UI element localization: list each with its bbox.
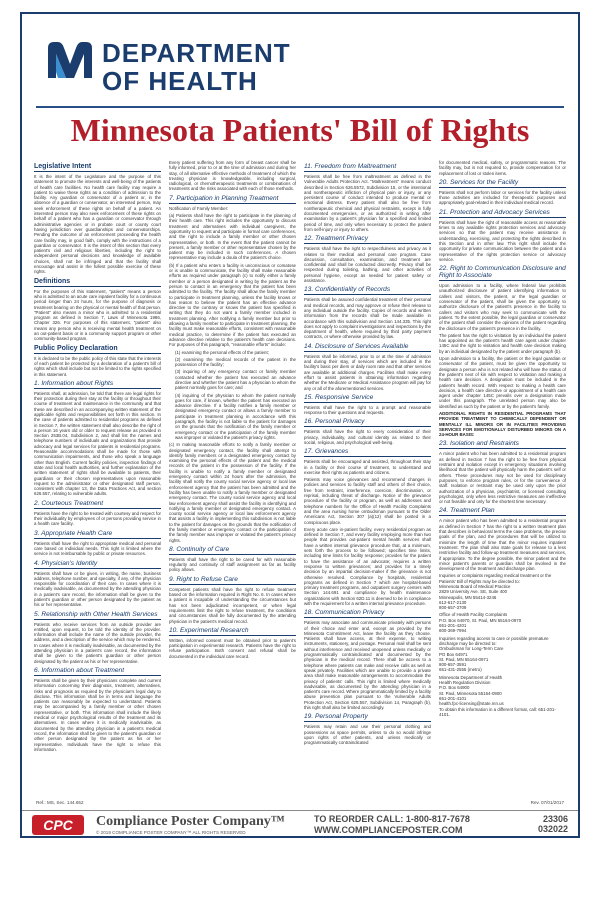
section-heading: 4. Physician's Identity [34,560,161,569]
section-paragraph: Patients shall be informed, prior to or at the time of admission and during their stay, of services which are included in the facility's basic per diem or daily room rate and that other services are available at additional charges. Facilities shall make every effort to assist patients in obtaining information regarding whether the Medicare or Medical Assistance program will pay for any or all of the aforementioned services. [304,353,431,391]
contact-line: St. Paul, Minnesota 55164-0900 [439,690,502,696]
section-paragraph: (3) inquiring of any emergency contact or family member contacted whether the patient has executed an advance directive and whether the patient has a physician to whom the patient normally goes for care; and [175,369,296,391]
section-paragraph: (a) Patients shall have the right to participate in the planning of their health care. This right includes the opportunity to discuss treatment and alternatives with individual caregivers, the opportunity to request and participate in formal care conferences, and the right to include a family member or other chosen representative, or both. In the event that the patient cannot be present, a family member or other representative chosen by the patient may be included in such conferences. A chosen representative may include a doula of the patient's choice. [169,213,296,261]
contact-line: Office of Health Facility Complaints [439,612,508,618]
section-heading: Legislative Intent [34,163,161,172]
column-3 [304,160,431,794]
poster-code: 23306 [542,814,568,824]
section-paragraph: Every patient suffering from any form of breast cancer shall be fully informed, prior to or at the time of admission and during her stay, of all alternative effective methods of treatment of which the treating physician is knowledgeable, including surgical, radiological, or chemotherapeutic treatments or combinations of treatments and the risks associated with each of those methods. [169,160,296,192]
section-heading: 2. Courteous Treatment [34,500,161,509]
column-1 [34,160,161,794]
section-paragraph: Written, informed consent must be obtained prior to patient's participation in experimental research. Patients have the right to refuse participation. Both consent and refusal shall be documented in the individual care record. [169,637,296,659]
website-link[interactable]: WWW.COMPLIANCEPOSTER.COM [314,825,463,835]
content-columns [34,160,566,794]
contact-line: 651-201-4201 [439,623,467,629]
contact-line: Inquiries or complaints regarding medical treatment or the Patients' Bill of Rights may be directed to: [439,573,552,584]
header-divider [36,106,564,108]
section-paragraph: Patients shall not perform labor or services for the facility unless those activities are included for therapeutic purposes and appropriately goal-related in their individual medical record. [439,189,566,206]
section-paragraph: Patients who receive services from an outside provider are entitled, upon request, to be told the identity of the provider. Information shall include the name of the outside provider, the address, and a description of the service which may be rendered. In cases where it is medically inadvisable, as documented by the attending physician in a patient's care record, the information shall be given to the patient's guardian or other person designated by the patient as his or her representative. [34,621,161,664]
section-paragraph: It is the intent of the Legislature and the purpose of this statement to promote the interests and well-being of the patients of health care facilities. No health care facility may require a patient to waive these rights as a condition of admission to the facility. Any guardian or conservator of a patient or, in the absence of a guardian or conservator, an interested person, may seek enforcement of these rights on behalf of a patient. An interested person may also seek enforcement of these rights on behalf of a patient who has a guardian or conservator through administrative agencies or in probate court or county court having jurisdiction over guardianships and conservatorships. Pending the outcome of an enforcement proceeding the health care facility may, in good faith, comply with the instructions of a guardian or conservator. It is the intent of this section that every patient's civil and religious liberties, including the right to independent personal decisions and knowledge of available choices, shall not be infringed and that the facility shall encourage and assist in the fullest possible exercise of these rights. [34,174,161,275]
section-heading: 19. Personal Property [304,713,431,722]
section-heading: 17. Grievances [304,448,431,457]
section-paragraph: Patients shall be free from maltreatment as defined in the Vulnerable Adults Protection Act. "Maltreatment" means conduct described in Section 626.5572, Subdivision 15, or the intentional and nontherapeutic infliction of physical pain or injury, or any persistent course of conduct intended to produce mental or emotional distress. Every patient shall also be free from nontherapeutic chemical and physical restraints, except in fully documented emergencies, or as authorized in writing after examination by a patient's physician for a specified and limited period of time, and only when necessary to protect the patient from self-injury or injury to others. [304,174,431,232]
section-paragraph: Patients have the right to be treated with courtesy and respect for their individuality by employees of or persons providing service in a health care facility. [34,510,161,527]
section-heading: 9. Right to Refuse Care [169,576,296,585]
section-heading: 20. Services for the Facility [439,179,566,188]
section-heading: 23. Isolation and Restraints [439,440,566,449]
section-paragraph: Patients shall be given by their physicians complete and current information concerning their diagnosis, treatment, alternatives, risks and prognosis as required by the physician's legal duty to disclose. This information shall be in terms and language the patients can reasonably be expected to understand. Patients may be accompanied by a family member or other chosen representative, or both. This information shall include the likely medical or major psychological results of the treatment and its alternatives. In cases where it is medically inadvisable, as documented by the attending physician in a patient's medical record, the information shall be given to the patient's guardian or other person designated by the patient as his or her representative. Individuals have the right to refuse this information. [34,677,161,752]
contact-line: Health Regulation Division [439,680,491,686]
section-paragraph: Notification of Family Member: [169,205,229,211]
section-heading: 24. Treatment Plan [439,507,566,516]
section-paragraph: Patients shall have or be given, in writing, the name, business address, telephone number, and specialty, if any, of the physician responsible for coordination of their care. In cases where it is medically inadvisable, as documented by the attending physician in a patient's care record, the information shall be given to the patient's guardian or other person designated by the patient as his or her representative. [34,570,161,608]
mdh-logo-icon [46,40,94,80]
section-paragraph: Patients shall have the right to every consideration of their privacy, individuality, and cultural identity as related to their social, religious, and psychological well-being. [304,429,431,445]
contact-line: 800-657-3709 [439,605,467,611]
department-name-line2: OF HEALTH [102,66,258,96]
section-heading: 7. Participation in Planning Treatment [169,195,296,204]
section-paragraph: Patients shall have the right to respectfulness and privacy as it relates to their medical and personal care program. Case discussion, consultation, examination, and treatment are confidential and shall be conducted discreetly. Privacy shall be respected during toileting, bathing, and other activities of personal hygiene, except as needed for patient safety or assistance. [304,246,431,284]
section-paragraph: A minor patient who has been admitted to a residential program as defined in Section 7 has the right to a written treatment plan that describes in behavioral terms the case problems, the precise goals of the plan, and the procedures that will be utilized to minimize the length of time that the minor requires inpatient treatment. The plan shall also state goals for release to a less restrictive facility and follow-up treatment measures and services, if appropriate. To the degree possible, the minor patient and the minor patient's parents or guardian shall be involved in the development of the treatment and discharge plan. [439,518,566,572]
section-paragraph: Every acute care in-patient facility, every residential program as defined in Section 7, and every facility employing more than two people that provides out-patient mental health services shall have a written internal grievance procedure that, at a minimum, sets forth the process to be followed; specifies time limits, including time limits for facility response; provides for the patient to have the assistance of an advocate; requires a written response to written grievances; and provides for a timely decision by an impartial decision-maker if the grievance is not otherwise resolved. Compliance by hospitals, residential programs as defined in Section 7 which are hospital-based primary treatment programs, and outpatient surgery centers with Section 144.691 and compliance by health maintenance organizations with Section 62D.11 is deemed to be in compliance with the requirement for a written internal grievance procedure. [304,526,431,606]
cpc-logo-icon [32,815,84,835]
contact-line: PO Box 64971 [439,651,468,657]
section-heading: 15. Responsive Service [304,394,431,403]
department-name-line1: DEPARTMENT [102,38,291,68]
contact-line: 651-431-2555 (metro) [439,667,482,673]
section-heading: 6. Information about Treatment [34,667,161,676]
contact-line: Ombudsman for Long-Term Care [439,646,504,652]
section-heading: 3. Appropriate Health Care [34,530,161,539]
section-paragraph: (b) If a patient who enters a facility is unconscious or comatose or is unable to communicate, the facility shall make reasonable efforts as required under paragraph (c) to notify either a family member or a person designated in writing by the patient as the person to contact in an emergency that the patient has been admitted to the facility. The facility shall allow the family member to participate in treatment planning, unless the facility knows or has reason to believe the patient has an effective advance directive to the contrary or knows the patient has specified in writing that they do not want a family member included in treatment planning. After notifying a family member but prior to allowing a family member to participate in treatment planning, the facility must make reasonable efforts, consistent with reasonable medical practice, to determine if the patient has executed an advance directive relative to the patient's health care decisions. For purposes of this paragraph, "reasonable efforts" include: [169,262,296,348]
section-paragraph: Upon admission to a facility, where federal law prohibits unauthorized disclosure of patient identifying information to callers and visitors, the patient, or the legal guardian or conservator of the patient, shall be given the opportunity to authorize disclosure of the patient's presence in the facility to callers and visitors who may seek to communicate with the patient. To the extent possible, the legal guardian or conservator of the patient shall consider the opinions of the patient regarding the disclosure of the patient's presence in the facility. [439,283,566,331]
section-heading: 18. Communication Privacy [304,609,431,618]
section-heading: 14. Disclosure of Services Available [304,343,431,352]
section-paragraph: (c) In making reasonable efforts to notify a family member or designated emergency contact, the facility shall attempt to identify family members or a designated emergency contact by examining the personal effects of the patient and the medical records of the patient in the possession of the facility. If the facility is unable to notify a family member or designated emergency contact within 24 hours after the admission, the facility shall notify the county social service agency or local law enforcement agency that the patient has been admitted and the facility has been unable to notify a family member or designated emergency contact. The county social service agency and local law enforcement agency shall assist the facility in identifying and notifying a family member or designated emergency contact. A county social service agency or local law enforcement agency that assists a facility in implementing this subdivision is not liable to the patient for damages on the grounds that the notification of the family member or emergency contact or the participation of the family member was improper or violated the patient's privacy rights. [169,442,296,543]
section-heading: Public Policy Declaration [34,345,161,354]
section-heading: 12. Treatment Privacy [304,235,431,244]
section-paragraph: Patients may associate and communicate privately with persons of their choice and enter and, except as provided by the Minnesota Commitment Act, leave the facility as they choose. Patients shall have access, at their expense, to writing instruments, stationery, and postage. Personal mail shall be sent without interference and received unopened unless medically or programmatically contraindicated and documented by the physician in the medical record. There shall be access to a telephone where patients can make and receive calls as well as speak privately. Facilities which are unable to provide a private area shall make reasonable arrangements to accommodate the privacy of patients' calls. This right is limited where medically inadvisable, as documented by the attending physician in a patient's care record. Where programmatically limited by a facility abuse prevention plan pursuant to the Vulnerable Adults Protection Act, Section 626.557, Subdivision 14, Paragraph (b), this right shall also be limited accordingly. [304,620,431,711]
section-paragraph: Patients shall be encouraged and assisted, throughout their stay in a facility or their course of treatment, to understand and exercise their rights as patients and citizens. [304,459,431,475]
section-heading: 10. Experimental Research [169,627,296,636]
section-heading: 16. Personal Privacy [304,418,431,427]
contact-line: Inquiries regarding access to care or possible premature discharge may be directed to: [439,635,549,646]
contact-line: Minneapolis, MN 55414-3246 [439,594,497,600]
contact-line: P.O. Box 64970, St. Paul, MN 55164-0970 [439,617,522,623]
section-paragraph: Patients shall have the right of reasonable access at reasonable times to any available rights protection services and advocacy services so that the patient may receive assistance in understanding, exercising, and protecting the rights described in this Section and in other law. This right shall include the opportunity for private communication between the patient and a representative of the rights protection service or advocacy service. [439,219,566,262]
section-paragraph: for documented medical, safety, or programmatic reasons. The facility may, but is not required to, provide compensation for or replacement of lost or stolen items. [439,160,566,176]
section-paragraph: Patients shall have the right to be cared for with reasonable regularity and continuity of staff assignment as far as facility policy allows. [169,556,296,573]
poster-date-code: 032022 [537,824,568,834]
section-paragraph: Patients shall have the right to a prompt and reasonable response to their questions and requests. [304,404,431,416]
section-paragraph: Patients shall have the right to appropriate medical and personal care based on individual needs. This right is limited where the service is not reimbursable by public or private resources. [34,540,161,557]
copyright: © 2019 COMPLIANCE POSTER COMPANY™ ALL RIGHTS RESERVED [96,830,246,835]
reference-line [36,800,564,808]
section-heading: 8. Continuity of Care [169,546,296,555]
section-paragraph: (2) examining the medical records of the patient in the possession of the facility; [175,356,296,368]
section-heading: 1. Information about Rights [34,380,161,389]
section-paragraph: Upon admission to a facility, the patient or the legal guardian or conservator of the patient, must be given the opportunity to designate a person who is not related who will have the status of the patient's next of kin with respect to visitation and making a health care decision. A designation must be included in the patient's health record. With respect to making a health care decision, a health care directive or appointment of a health care agent under chapter 145C prevails over a designation made under this paragraph. The unrelated person may also be identified as such by the patient or by the patient's family. [439,356,566,409]
section-heading: 21. Protection and Advocacy Services [439,209,566,218]
contact-line: 2829 University Ave. SE, Suite 400 [439,589,508,595]
footer [22,810,578,838]
section-paragraph: ADDITIONAL RIGHTS IN RESIDENTIAL PROGRAMS THAT PROVIDE TREATMENT TO CHEMICALLY DEPENDENT OR MENTALLY ILL MINORS OR IN FACILITIES PROVIDING SERVICES FOR EMOTIONALLY DISTURBED MINORS ON A 24-HOUR BASIS: [439,410,566,438]
section-heading: Definitions [34,278,161,287]
poster [20,12,580,838]
section-paragraph: (4) inquiring of the physician to whom the patient normally goes for care, if known, whether the patient has executed an advance directive. If a facility notifies a family member or designated emergency contact or allows a family member to participate in treatment planning in accordance with this paragraph, the facility is not liable to the patient for damages on the grounds that the notification of the family member or emergency contact or the participation of the family member was improper or violated the patient's privacy rights. [175,392,296,440]
section-paragraph: A minor patient who has been admitted to a residential program as defined in Section 7 has the right to be free from physical restraint and isolation except in emergency situations involving likelihood that the patient will physically harm the patient's self or others. These procedures may not be used for disciplinary purposes, to enforce program rules, or for the convenience of staff. Isolation or restraint may be used only upon the prior authorization of a physician, psychiatrist, or licensed consulting psychologist, only when less restrictive measures are ineffective or not feasible and only for the shortest time necessary. [439,451,566,505]
section-heading: 13. Confidentiality of Records [304,286,431,295]
contact-line: Minnesota Board of Medical Practice [439,584,511,589]
header [36,24,566,98]
contact-line: health.fpc-licensing@state.mn.us [439,701,504,707]
section-paragraph: Patients may voice grievances and recommend changes in policies and services to facility staff and others of their choice, free from restraint, interference, coercion, discrimination, or reprisal, including threat of discharge. Notice of the grievance procedure of the facility or program, as well as addresses and telephone numbers for the Office of Health Facility Complaints and the area nursing home ombudsman pursuant to the Older Americans Act, Section 307 (a)(12) shall be posted in a conspicuous place. [304,477,431,525]
contact-line: 800-369-7994 [439,628,467,634]
section-heading: 11. Freedom from Maltreatment [304,163,431,172]
column-4 [439,160,566,794]
section-paragraph: (1) examining the personal effects of the patient; [175,349,269,355]
contact-line: St. Paul, MN 55164-0971 [439,656,489,662]
company-name: Compliance Poster Company™ [96,814,285,829]
cpc-logo-letters: CPC [43,817,73,833]
section-heading: 5. Relationship with Other Health Services [34,611,161,620]
section-paragraph: For the purposes of this statement, "patient" means a person who is admitted to an acute care inpatient facility for a continuous period longer than 24 hours, for the purpose of diagnosis or treatment bearing on the physical or mental health of that person. "Patient" also means a minor who is admitted to a residential program as defined in Section 7, Laws of Minnesota 1986, Chapter 326. For purposes of this statement, "patient" also means any person who is receiving mental health treatment on an out-patient basis or in a community support program or other community-based program. [34,288,161,342]
section-paragraph: The patient has the right to visitation by an individual the patient has appointed as the patient's health care agent under chapter 145C and the right to visitation and health care decision making by an individual designated by the patient under paragraph (b). [439,332,566,354]
contact-line: 651-201-4101 [439,695,467,701]
poster-title: Minnesota Patients' Bill of Rights [70,112,530,148]
section-heading: 22. Right to Communication Disclosure and Right to Associate [439,265,566,280]
contact-line: Minnesota Department of Health [439,674,503,680]
section-paragraph: It is declared to be the public policy of this state that the interests of each patient be protected by a declaration of a patient's bill of rights which shall include but not be limited to the rights specified in this statement. [34,355,161,377]
contact-line: 612-617-2130 [439,599,467,605]
statute-reference: Ref.: MS, Sec. 144.652 [36,800,84,805]
reorder-phone[interactable]: TO REORDER CALL: 1-800-817-7678 [314,814,470,824]
section-paragraph: Patients shall be assured confidential treatment of their personal and medical records, and may approve or refuse their release to any individual outside the facility. Copies of records and written information from the records shall be made available in accordance with this subdivision and Section 144.335. This right does not apply to complaint investigations and inspections by the department of health, where required by third party payment contracts, or where otherwise provided by law. [304,297,431,340]
contact-line: 800-657-3591 [439,662,467,668]
revision-date: Rev. 07/01/2017 [530,800,564,805]
section-paragraph: Patients shall, at admission, be told that there are legal rights for their protection during their stay at the facility or throughout their course of treatment and maintenance in the community and that these are described in an accompanying written statement of the applicable rights and responsibilities set forth in this section. In the case of patients admitted to residential programs as defined in Section 7, the written statement shall also describe the right of a person 16 years old or older to request release as provided in Section 253B.04, Subdivision 2, and shall list the names and telephone numbers of individuals and organizations that provide advocacy and legal services for patients in residential programs. Reasonable accommodations shall be made for those with communication impairments, and those who speak a language other than English. Current facility policies, inspection findings of state and local health authorities, and further explanation of the written statement of rights shall be available to patients, their guardians or their chosen representatives upon reasonable request to the administrator or other designated staff person, consistent with chapter 13, the Data Practices Act, and section 626.557, relating to vulnerable adults. [34,390,161,497]
contact-line: To obtain this information in a different format, call: 651-201-4101. [439,706,556,717]
section-paragraph: Competent patients shall have the right to refuse treatment based on the information required in Right No. 6. In cases where a patient is incapable of understanding the circumstances but has not been adjudicated incompetent, or when legal requirements limit the right to refuse treatment, the conditions and circumstances shall be fully documented by the attending physician in the patient's medical record. [169,586,296,624]
contact-line: P.O. Box 64900 [439,685,470,691]
poster-codes [538,814,568,834]
column-2 [169,160,296,794]
section-paragraph: Patients may retain and use their personal clothing and possessions as space permits, unless to do so would infringe upon rights of other patients, and unless medically or programmatically contraindicated [304,724,431,746]
